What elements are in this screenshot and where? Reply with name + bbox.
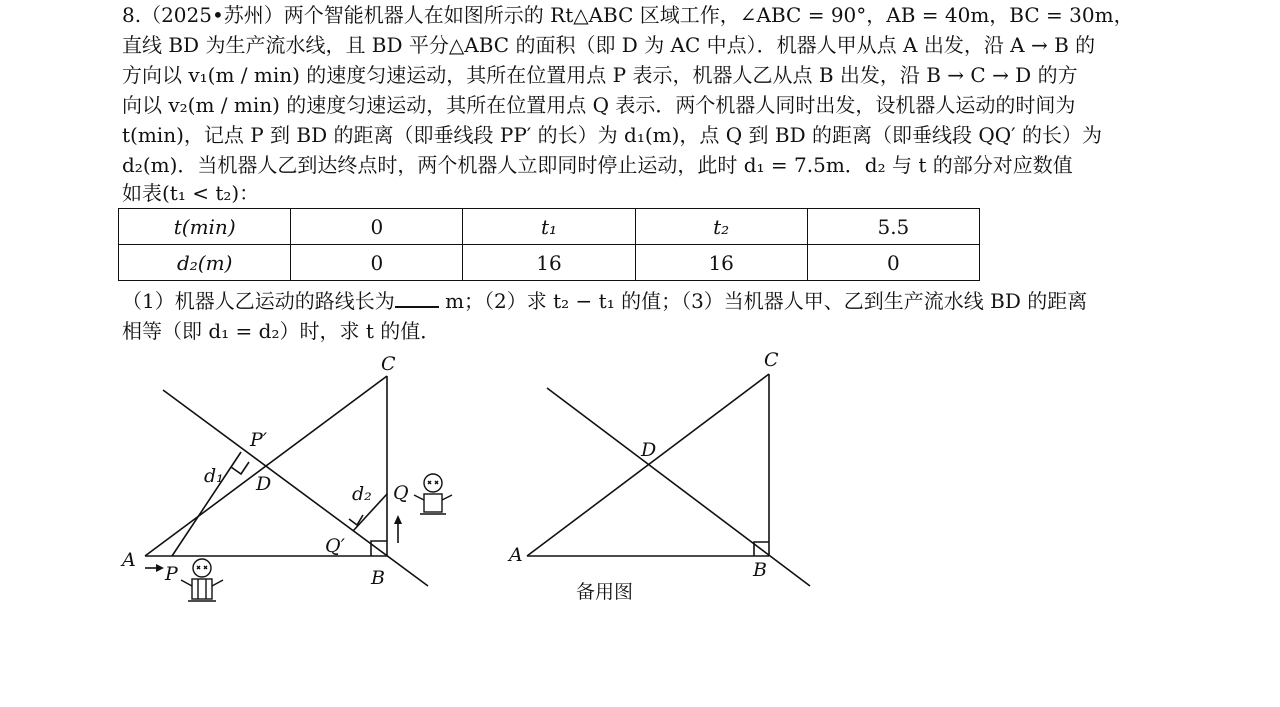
problem-line-4: 向以 v₂(m / min) 的速度匀速运动，其所在位置用点 Q 表示．两个机器人同时出发，设机器人运动的时间为: [122, 93, 1076, 117]
problem-line-6: d₂(m)．当机器人乙到达终点时，两个机器人立即同时停止运动，此时 d₁ = 7.5m．d₂ 与 t 的部分对应数值: [122, 153, 1073, 177]
table-cell: 0: [291, 209, 463, 245]
table-cell: 0: [291, 245, 463, 281]
problem-line-5: t(min)，记点 P 到 BD 的距离（即垂线段 PP′ 的长）为 d₁(m)，点 Q 到 BD 的距离（即垂线段 QQ′ 的长）为: [122, 123, 1103, 147]
problem-line-7: 如表(t₁ < t₂)：: [122, 181, 260, 205]
problem-line-2: 直线 BD 为生产流水线，且 BD 平分△ABC 的面积（即 D 为 AC 中点）．机器人甲从点 A 出发，沿 A → B 的: [122, 33, 1096, 57]
robot-icon: [181, 559, 223, 601]
fig2-caption: 备用图: [576, 581, 634, 603]
question-line-2: 相等（即 d₁ = d₂）时，求 t 的值．: [122, 319, 441, 343]
label-B: B: [371, 567, 385, 589]
table-cell: t₂: [635, 209, 807, 245]
label-d1: d₁: [204, 465, 224, 487]
robot-icon: [414, 474, 452, 514]
label-A: A: [122, 549, 136, 571]
table-cell: d₂(m): [119, 245, 291, 281]
label-P-prime: P′: [250, 429, 268, 451]
problem-line-3: 方向以 v₁(m / min) 的速度匀速运动，其所在位置用点 P 表示，机器人乙从点 B 出发，沿 B → C → D 的方: [122, 63, 1078, 87]
table-cell: t(min): [119, 209, 291, 245]
problem-text-1: 两个智能机器人在如图所示的 Rt△ABC 区域工作，∠ABC = 90°，AB = 40m，BC = 30m，: [283, 3, 1134, 27]
fig2-label-D: D: [641, 439, 657, 461]
fig2-label-A: A: [509, 544, 523, 566]
table-cell: 16: [635, 245, 807, 281]
table-cell: 0: [807, 245, 979, 281]
arrow-up-head: [394, 515, 402, 524]
label-C: C: [381, 353, 396, 375]
label-P: P: [165, 563, 178, 585]
label-Q: Q: [393, 482, 409, 504]
arrow-right-head: [156, 564, 164, 572]
question-2-3-text: m；（2）求 t₂ − t₁ 的值；（3）当机器人甲、乙到生产流水线 BD 的距离: [438, 289, 1088, 313]
table-cell: 16: [463, 245, 635, 281]
label-Q-prime: Q′: [325, 535, 345, 557]
problem-source: 8.（2025•苏州）: [122, 3, 284, 27]
question-1-text: （1）机器人乙运动的路线长为: [122, 289, 395, 313]
fig2-label-C: C: [764, 349, 779, 371]
table-cell: 5.5: [807, 209, 979, 245]
table-cell: t₁: [463, 209, 635, 245]
fig2-label-B: B: [753, 559, 767, 581]
label-D: D: [256, 473, 272, 495]
label-d2: d₂: [352, 483, 372, 505]
